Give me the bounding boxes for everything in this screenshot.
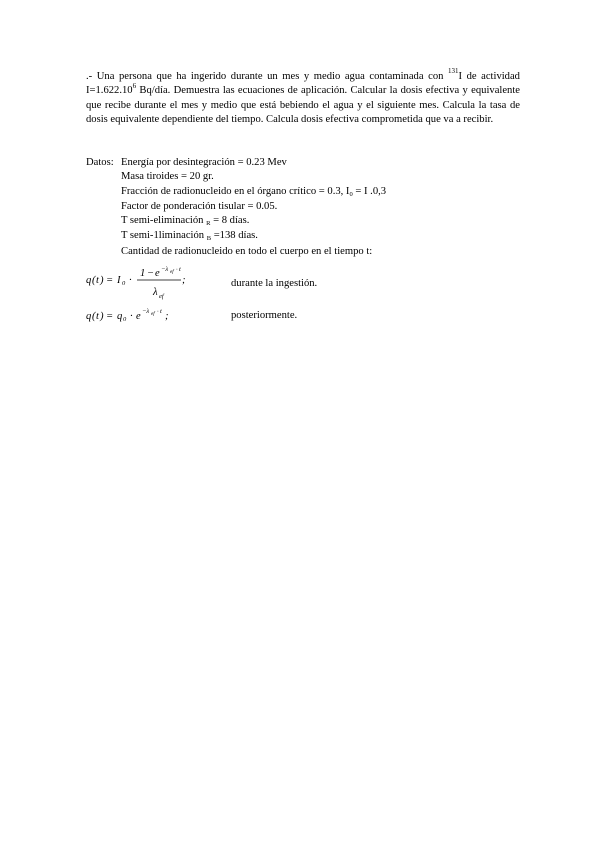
svg-text:I: I	[117, 275, 121, 286]
equation-after-ingestion	[86, 306, 216, 322]
svg-text:1: 1	[140, 268, 146, 279]
svg-text:e: e	[155, 268, 160, 279]
svg-text:−: −	[147, 268, 155, 279]
svg-text:t: t	[96, 311, 99, 322]
svg-text:0: 0	[122, 280, 126, 287]
svg-text:−λ: −λ	[161, 266, 169, 273]
svg-text:·: ·	[157, 308, 159, 315]
data-label: Datos:	[86, 157, 114, 168]
tissue-weighting-factor: Factor de ponderación tisular = 0.05.	[121, 200, 278, 212]
svg-text:t: t	[179, 266, 181, 273]
svg-text:λ: λ	[153, 287, 158, 298]
svg-text:): )	[100, 275, 104, 286]
svg-text:·: ·	[130, 311, 133, 322]
svg-text:ef: ef	[151, 312, 155, 317]
thyroid-mass: Masa tiroides = 20 gr.	[121, 171, 214, 183]
svg-text:q: q	[117, 311, 123, 322]
svg-text:·: ·	[176, 266, 178, 273]
isotope-activity: I de actividad I=1.622.10	[86, 71, 520, 97]
whole-body-quantity-label: Cantidad de radionucleido en todo el cuerpo en el tiempo t:	[121, 245, 373, 257]
svg-text:t: t	[160, 308, 162, 315]
svg-text:(: (	[92, 311, 96, 322]
svg-text:0: 0	[123, 316, 127, 322]
svg-text:q: q	[86, 275, 92, 286]
isotope-mass-number: 131	[447, 67, 459, 76]
svg-text:=: =	[106, 311, 114, 322]
problem-text-rest: Bq/día. Demuestra las ecuaciones de aplicación. Calcular la dosis efectiva y equivalente que recibe durante el mes y medio que está bebiendo el agua y el siguiente mes. Calcula la tasa de dosis equivalente dependiente del tiempo. Calcula dosis efectiva comprometida que va a recibir.	[86, 85, 520, 126]
svg-text:;: ;	[182, 275, 186, 286]
svg-text:e: e	[136, 311, 141, 322]
svg-text:t: t	[96, 275, 99, 286]
svg-text:(: (	[92, 275, 96, 286]
svg-text:;: ;	[165, 311, 169, 322]
radiological-half-life: T semi-eliminación R = 8 días.	[121, 215, 250, 228]
ingestion-note: durante la ingestión.	[231, 278, 318, 289]
svg-text:·: ·	[129, 275, 132, 286]
svg-text:q: q	[86, 311, 92, 322]
svg-text:−λ: −λ	[142, 308, 150, 315]
equation-ingestion	[86, 265, 216, 305]
energy-per-decay: Energía por desintegración = 0.23 Mev	[121, 157, 287, 168]
organ-fraction: Fracción de radionucleido en el órgano crítico = 0.3, I0 = I .0,3	[121, 185, 387, 198]
problem-statement	[86, 67, 520, 128]
problem-text-start: .- Una persona que ha ingerido durante un mes y medio agua contaminada con	[86, 71, 448, 82]
svg-text:=: =	[106, 275, 114, 286]
svg-text:ef: ef	[159, 293, 164, 300]
biological-half-life: T semi-1liminación B =138 días.	[121, 230, 258, 243]
data-section	[86, 156, 526, 259]
svg-text:): )	[100, 311, 104, 322]
after-ingestion-note: posteriormente.	[231, 310, 298, 321]
activity-exponent: 6	[132, 81, 137, 90]
svg-text:ef: ef	[170, 270, 174, 275]
